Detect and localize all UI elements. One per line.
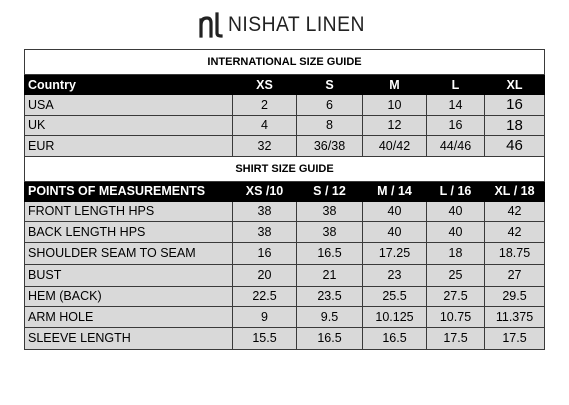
brand-header (0, 10, 569, 40)
table-cell: 10.125 (363, 307, 427, 328)
table-cell: 29.5 (485, 286, 545, 307)
row-label: UK (25, 115, 233, 136)
shirt-title-row (25, 156, 545, 181)
table-cell: 15.5 (233, 327, 297, 349)
table-cell: 40 (363, 222, 427, 243)
table-cell: 4 (233, 115, 297, 136)
row-label: BACK LENGTH HPS (25, 222, 233, 243)
table-row (25, 307, 545, 328)
table-cell: 25 (427, 264, 485, 286)
column-header-size: S / 12 (297, 181, 363, 201)
table-cell: 11.375 (485, 307, 545, 328)
column-header-size: L (427, 75, 485, 95)
table-row (25, 136, 545, 157)
table-cell: 20 (233, 264, 297, 286)
table-cell: 42 (485, 201, 545, 222)
column-header-size: XL (485, 75, 545, 95)
table-cell: 8 (297, 115, 363, 136)
table-cell: 18 (485, 115, 545, 136)
column-header-size: S (297, 75, 363, 95)
row-label: SHOULDER SEAM TO SEAM (25, 242, 233, 264)
table-cell: 21 (297, 264, 363, 286)
column-header-size: L / 16 (427, 181, 485, 201)
table-cell: 16 (233, 242, 297, 264)
table-row (25, 286, 545, 307)
table-cell: 9.5 (297, 307, 363, 328)
table-cell: 16 (427, 115, 485, 136)
table-cell: 46 (485, 136, 545, 157)
table-cell: 10.75 (427, 307, 485, 328)
column-header-size: M (363, 75, 427, 95)
column-header-size: M / 14 (363, 181, 427, 201)
table-cell: 38 (233, 201, 297, 222)
column-header-size: XS /10 (233, 181, 297, 201)
table-row (25, 115, 545, 136)
table-cell: 27.5 (427, 286, 485, 307)
row-label: SLEEVE LENGTH (25, 327, 233, 349)
column-header-measurement: POINTS OF MEASUREMENTS (25, 181, 233, 201)
shirt-header-row (25, 181, 545, 201)
table-cell: 27 (485, 264, 545, 286)
table-cell: 6 (297, 95, 363, 116)
nishat-logo-icon (198, 12, 224, 38)
table-row (25, 201, 545, 222)
table-cell: 12 (363, 115, 427, 136)
brand-logo (198, 12, 377, 38)
column-header-size: XS (233, 75, 297, 95)
column-header-country: Country (25, 75, 233, 95)
table-cell: 22.5 (233, 286, 297, 307)
table-cell: 40 (427, 201, 485, 222)
table-cell: 25.5 (363, 286, 427, 307)
table-cell: 14 (427, 95, 485, 116)
table-cell: 44/46 (427, 136, 485, 157)
table-cell: 17.5 (427, 327, 485, 349)
row-label: ARM HOLE (25, 307, 233, 328)
row-label: EUR (25, 136, 233, 157)
international-title: INTERNATIONAL SIZE GUIDE (25, 50, 545, 75)
table-cell: 9 (233, 307, 297, 328)
table-cell: 18.75 (485, 242, 545, 264)
table-cell: 16.5 (297, 242, 363, 264)
table-row (25, 222, 545, 243)
column-header-size: XL / 18 (485, 181, 545, 201)
table-cell: 36/38 (297, 136, 363, 157)
table-row (25, 264, 545, 286)
table-cell: 40 (427, 222, 485, 243)
table-row (25, 242, 545, 264)
table-cell: 38 (297, 222, 363, 243)
table-cell: 16.5 (363, 327, 427, 349)
row-label: BUST (25, 264, 233, 286)
table-cell: 38 (233, 222, 297, 243)
table-cell: 42 (485, 222, 545, 243)
size-guide-table (24, 49, 545, 350)
shirt-title: SHIRT SIZE GUIDE (25, 156, 545, 181)
row-label: USA (25, 95, 233, 116)
international-title-row (25, 50, 545, 75)
table-cell: 10 (363, 95, 427, 116)
table-cell: 18 (427, 242, 485, 264)
table-cell: 17.5 (485, 327, 545, 349)
table-row (25, 95, 545, 116)
international-header-row (25, 75, 545, 95)
row-label: HEM (BACK) (25, 286, 233, 307)
table-cell: 16 (485, 95, 545, 116)
table-cell: 23 (363, 264, 427, 286)
table-cell: 17.25 (363, 242, 427, 264)
row-label: FRONT LENGTH HPS (25, 201, 233, 222)
table-row (25, 327, 545, 349)
table-cell: 2 (233, 95, 297, 116)
table-cell: 40/42 (363, 136, 427, 157)
table-cell: 32 (233, 136, 297, 157)
table-cell: 40 (363, 201, 427, 222)
table-cell: 38 (297, 201, 363, 222)
table-cell: 16.5 (297, 327, 363, 349)
brand-name: NISHAT LINEN (228, 13, 365, 36)
table-cell: 23.5 (297, 286, 363, 307)
